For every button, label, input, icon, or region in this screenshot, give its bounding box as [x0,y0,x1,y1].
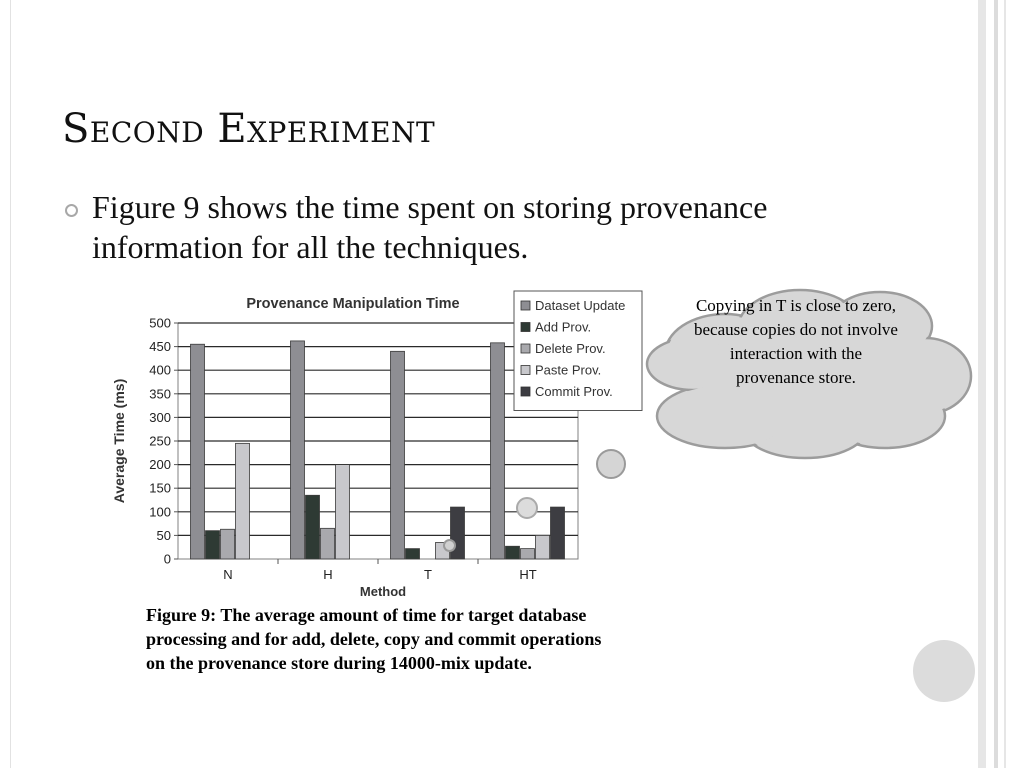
y-tick-label: 50 [156,527,171,543]
decorative-stripe [978,0,986,768]
bar [551,507,565,559]
bar [236,443,250,559]
bar [536,535,550,559]
bullet-text: Figure 9 shows the time spent on storing provenance information for all the techniques. [92,189,768,265]
y-axis-label: Average Time (ms) [111,378,127,504]
decorative-stripe [994,0,998,768]
y-tick-label: 200 [149,457,171,473]
bar [336,465,350,559]
bar [406,549,420,559]
thought-bubble-small [443,539,456,552]
bar [306,495,320,559]
x-tick-label: T [424,567,432,582]
decorative-circle [913,640,975,702]
y-tick-label: 350 [149,386,171,402]
right-decorative-panel [978,0,1024,768]
bar [521,549,535,559]
slide-title: Second Experiment [62,106,436,152]
bar-chart [100,285,660,605]
y-tick-label: 300 [149,409,171,425]
y-tick-label: 0 [163,551,171,567]
bar [206,531,220,559]
bar [506,546,520,559]
legend-label: Delete Prov. [535,341,606,356]
thought-bubble-large [596,449,626,479]
x-axis-label: Method [359,584,407,599]
decorative-stripe [1004,0,1006,768]
bar [491,343,505,559]
bar [221,529,235,559]
y-tick-label: 500 [149,315,171,331]
x-tick-label: HT [519,567,537,582]
x-tick-label: N [223,567,233,582]
legend-swatch [521,323,530,332]
bullet-circle-icon [65,204,78,217]
y-tick-label: 150 [149,480,171,496]
legend-label: Commit Prov. [535,384,613,399]
x-tick-label: H [323,567,333,582]
legend-label: Paste Prov. [535,362,602,378]
y-tick-label: 100 [149,504,171,520]
legend-swatch [521,344,530,353]
callout-text: Copying in T is close to zero, because copies do not involve interaction with the provenance store. [694,296,898,387]
thought-bubble-medium [516,497,538,519]
y-tick-label: 450 [149,339,171,355]
bar [391,351,405,559]
figure-caption: Figure 9: The average amount of time for target database processing and for add, delete, copy and commit operations on the provenance store during 14000-mix update. [146,605,602,673]
legend-swatch [521,366,530,375]
legend-label: Dataset Update [535,298,626,313]
legend-label: Add Prov. [535,319,592,335]
legend-swatch [521,301,530,310]
legend-swatch [521,387,530,396]
bar [191,344,205,559]
chart-title: Provenance Manipulation Time [246,296,460,312]
y-tick-label: 250 [149,433,171,449]
y-tick-label: 400 [149,362,171,378]
bar [291,341,305,559]
bar [321,528,335,559]
left-border-line [10,0,11,768]
